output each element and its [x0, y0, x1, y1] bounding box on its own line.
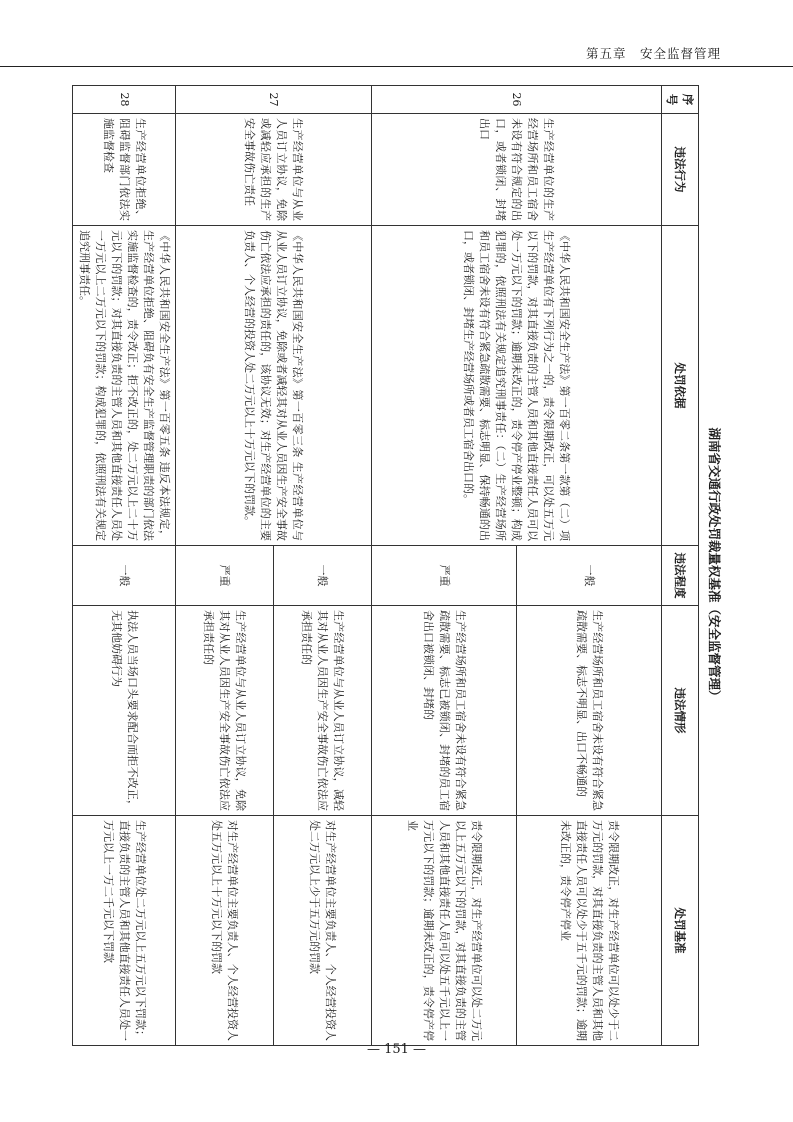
column-header-seq: 序号 [662, 86, 699, 114]
row-seq: 28 [73, 86, 176, 114]
row-degree: 一般 [517, 546, 662, 606]
row-act: 生产经营单位拒绝、阻碍监督部门依法实施监督检查 [73, 114, 176, 226]
row-seq: 26 [372, 86, 662, 114]
row-situation: 生产经营场所和员工宿舍未设有符合紧急疏散需要、标志不明显、出口不畅通的 [517, 606, 662, 816]
row-degree: 一般 [73, 546, 176, 606]
penalty-table [72, 85, 699, 1046]
row-basis: 《中华人民共和国安全生产法》第一百零五条 违反本法规定，生产经营单位拒绝、阻碍负有安全生产监督管理职责的部门依法实施监督检查的，责令改正；拒不改正的，处二万元以上二十万元以下的罚款；对其直接负责的主管人员和其他直接责任人员处一万元以上二万元以下的罚款；构成犯罪的，依照刑法有关规定追究刑事责任。 [73, 226, 176, 546]
rotated-table-area [55, 85, 725, 1045]
page-number: — 151 — [366, 1042, 427, 1057]
row-degree: 一般 [274, 546, 372, 606]
column-header-situation: 违法情形 [662, 606, 699, 816]
row-situation: 生产经营单位与从业人员订立协议，免除其对从业人员因生产安全事故伤亡依法应承担责任的 [176, 606, 274, 816]
row-standard: 对生产经营单位主要负责人、个人经营投资人处二万元以上少于五万元的罚款 [274, 816, 372, 1046]
table-title: 湖南省交通行政处罚裁量权基准（安全监督管理） [707, 427, 722, 703]
column-header-standard: 处罚基准 [662, 816, 699, 1046]
row-seq: 27 [176, 86, 372, 114]
column-header-basis: 处罚依据 [662, 226, 699, 546]
table-row [73, 86, 176, 1046]
table-header-row [662, 86, 699, 1046]
table-row [517, 86, 662, 1046]
row-degree: 严重 [372, 546, 517, 606]
row-situation: 生产经营单位与从业人员订立协议，减轻其对从业人员因生产安全事故伤亡依法应承担责任的 [274, 606, 372, 816]
row-situation: 执法人员当场口头要求配合而拒不改正，无其他妨碍行为 [73, 606, 176, 816]
row-standard: 责令限期改正，对生产经营单位可以处二万元以上五万元以下的罚款，对其直接负责的主管人员和其他直接责任人员可以处五千元以上一万元以下的罚款；逾期未改正的，责令停产停业 [372, 816, 517, 1046]
column-header-degree: 违法程度 [662, 546, 699, 606]
row-standard: 责令限期改正，对生产经营单位可以处少于二万元的罚款，对其直接负责的主管人员和其他直接责任人员可以处少于五千元的罚款；逾期未改正的，责令停产停业 [517, 816, 662, 1046]
running-header-chapter: 第五章 安全监督管理 [585, 46, 721, 61]
row-degree: 严重 [176, 546, 274, 606]
table-row [274, 86, 372, 1046]
row-basis: 《中华人民共和国安全生产法》第一百零三条 生产经营单位与从业人员订立协议，免除或者减轻其对从业人员因生产安全事故伤亡依法应承担的责任的，该协议无效；对生产经营单位的主要负责人、个人经营的投资人处二万元以上十万元以下的罚款。 [176, 226, 372, 546]
row-basis: 《中华人民共和国安全生产法》第一百零二条第一款第（二）项 生产经营单位有下列行为之一的，责令限期改正，可以处五万元以下的罚款，对其直接负责的主管人员和其他直接责任人员可以处一万元以下的罚款；逾期未改正的，责令停产停业整顿；构成犯罪的，依照刑法有关规定追究刑事责任：（二）生产经营场所和员工宿舍未设有符合紧急疏散需要、标志明显、保持畅通的出口，或者锁闭、封堵生产经营场所或者员工宿舍出口的。 [372, 226, 662, 546]
row-act: 生产经营单位与从业人员订立协议，免除或减轻应承担的生产安全事故伤亡责任 [176, 114, 372, 226]
row-situation: 生产经营场所和员工宿舍未设有符合紧急疏散需要、标志已被锁闭、封堵的员工宿舍出口被锁闭、封堵的 [372, 606, 517, 816]
column-header-act: 违法行为 [662, 114, 699, 226]
row-standard: 对生产经营单位主要负责人、个人经营投资人处五万元以上十万元以下的罚款 [176, 816, 274, 1046]
row-standard: 生产经营单位处二万元以上五万元以下罚款；直接负责的主管人员和其他直接责任人员处一万元以上一万二千元以下罚款 [73, 816, 176, 1046]
header-rule [0, 66, 793, 67]
row-act: 生产经营单位的生产经营场所和员工宿舍未设有符合规定的出口，或者锁闭、封堵出口 [372, 114, 662, 226]
